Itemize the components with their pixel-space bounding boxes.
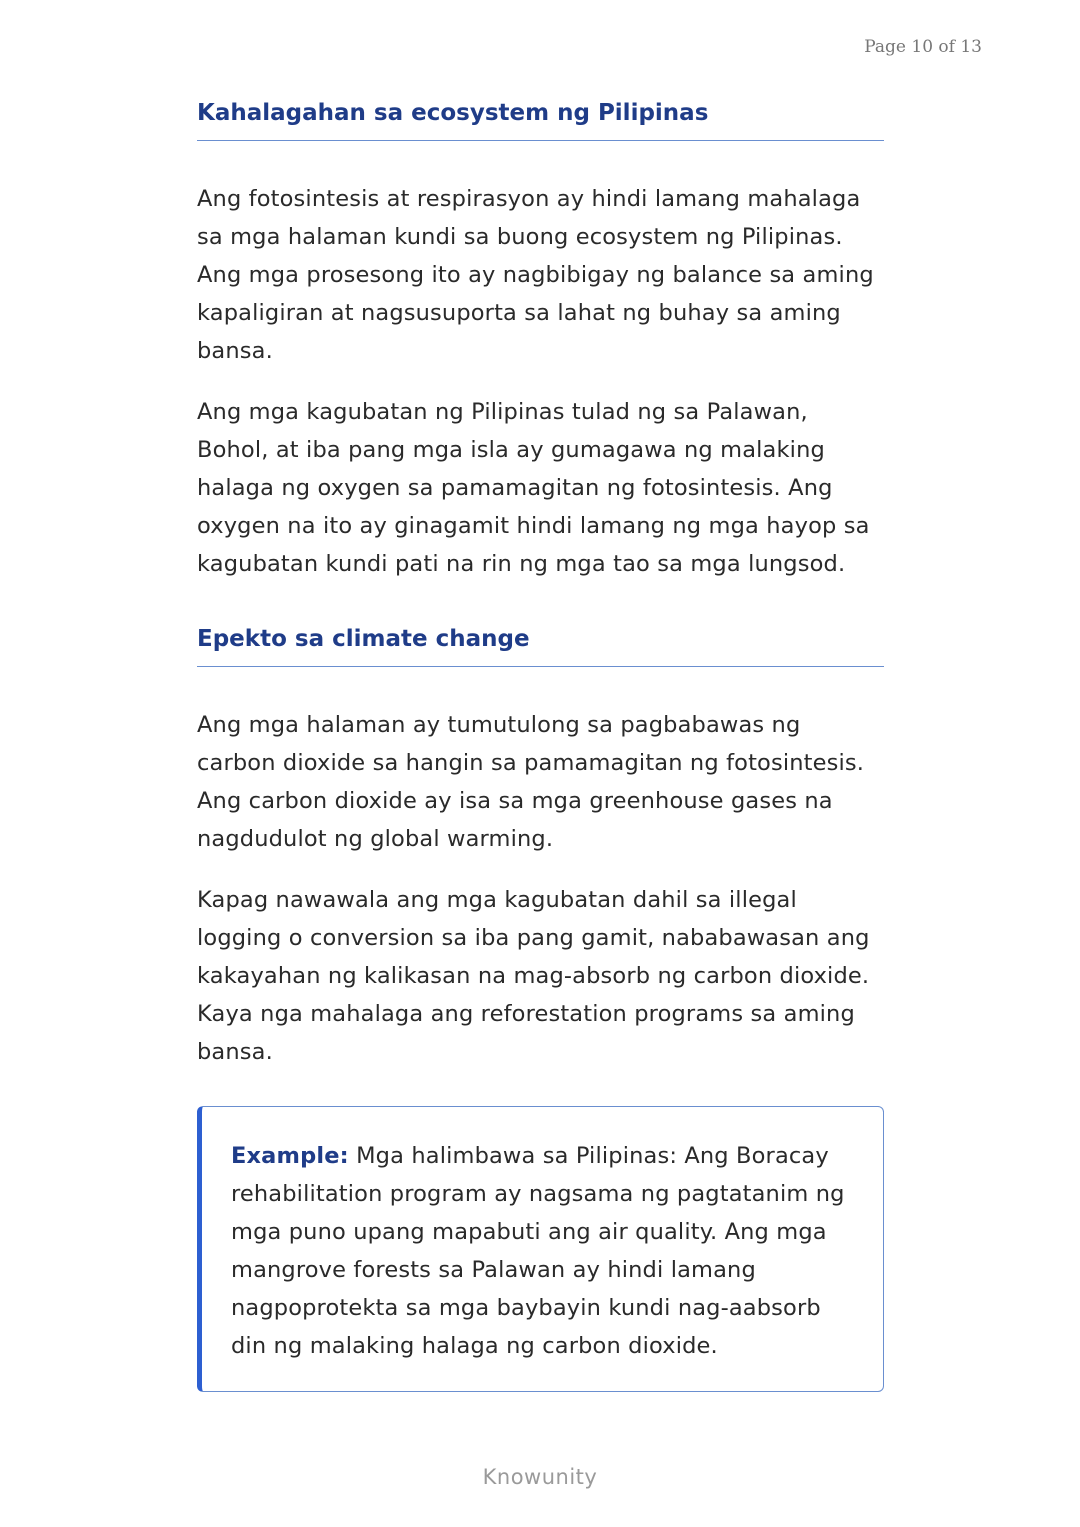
footer-brand: Knowunity — [482, 1465, 598, 1489]
example-label: Example: — [231, 1143, 349, 1169]
page-number: Page 10 of 13 — [864, 37, 982, 57]
example-paragraph — [231, 1137, 855, 1365]
paragraph: Kapag nawawala ang mga kagubatan dahil sa illegal logging o conversion sa iba pang gamit, nababawasan ang kakayahan ng kalikasan na mag-absorb ng carbon dioxide. Kaya nga mahalaga ang reforestation programs sa aming bansa. — [197, 887, 870, 1065]
example-callout — [197, 1106, 884, 1392]
paragraph: Ang fotosintesis at respirasyon ay hindi lamang mahalaga sa mga halaman kundi sa buong ecosystem ng Pilipinas. Ang mga prosesong ito ay nagbibigay ng balance sa aming kapaligiran at nagsusuporta sa lahat ng buhay sa aming bansa. — [197, 186, 874, 364]
paragraph: Ang mga kagubatan ng Pilipinas tulad ng sa Palawan, Bohol, at iba pang mga isla ay gumagawa ng malaking halaga ng oxygen sa pamamagitan ng fotosintesis. Ang oxygen na ito ay ginagamit hindi lamang ng mga hayop sa kagubatan kundi pati na rin ng mga tao sa mga lungsod. — [197, 399, 870, 577]
document-body — [197, 100, 884, 1392]
paragraph: Ang mga halaman ay tumutulong sa pagbabawas ng carbon dioxide sa hangin sa pamamagitan ng fotosintesis. Ang carbon dioxide ay isa sa mga greenhouse gases na nagdudulot ng global warming. — [197, 712, 865, 852]
example-text: Mga halimbawa sa Pilipinas: Ang Boracay rehabilitation program ay nagsama ng pagtatanim ng mga puno upang mapabuti ang air quality. Ang mga mangrove forests sa Palawan ay hindi lamang nagpoprotekta sa mga baybayin kundi nag-aabsorb din ng malaking halaga ng carbon dioxide. — [231, 1143, 845, 1359]
section-heading-climate-change: Epekto sa climate change — [197, 626, 884, 667]
section-heading-ecosystem: Kahalagahan sa ecosystem ng Pilipinas — [197, 100, 884, 141]
